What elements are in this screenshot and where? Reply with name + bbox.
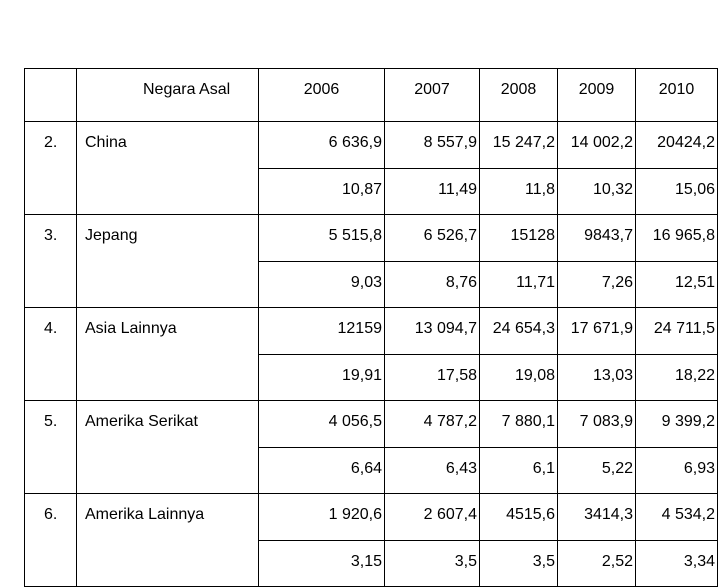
row-number: 3. bbox=[25, 215, 77, 262]
header-year: 2009 bbox=[558, 69, 636, 122]
value-cell: 24 654,3 bbox=[480, 308, 558, 355]
row-number-spacer bbox=[25, 261, 77, 308]
header-year: 2007 bbox=[385, 69, 480, 122]
value-cell: 13 094,7 bbox=[385, 308, 480, 355]
value-cell: 7 880,1 bbox=[480, 401, 558, 448]
table-row bbox=[25, 122, 718, 169]
header-year: 2006 bbox=[259, 69, 385, 122]
share-cell: 5,22 bbox=[558, 447, 636, 494]
share-cell: 11,49 bbox=[385, 168, 480, 215]
header-no bbox=[25, 69, 77, 122]
value-cell: 5 515,8 bbox=[259, 215, 385, 262]
table-row-share bbox=[25, 261, 718, 308]
country-spacer bbox=[77, 261, 259, 308]
table-row bbox=[25, 215, 718, 262]
value-cell: 9843,7 bbox=[558, 215, 636, 262]
share-cell: 17,58 bbox=[385, 354, 480, 401]
trade-table bbox=[24, 68, 718, 587]
share-cell: 10,32 bbox=[558, 168, 636, 215]
header-year: 2008 bbox=[480, 69, 558, 122]
country-name: Jepang bbox=[77, 215, 259, 262]
share-cell: 3,5 bbox=[385, 540, 480, 587]
table-row-share bbox=[25, 168, 718, 215]
table-row-share bbox=[25, 540, 718, 587]
value-cell: 4 056,5 bbox=[259, 401, 385, 448]
share-cell: 6,93 bbox=[636, 447, 718, 494]
row-number: 6. bbox=[25, 494, 77, 541]
value-cell: 17 671,9 bbox=[558, 308, 636, 355]
country-spacer bbox=[77, 168, 259, 215]
header-row bbox=[25, 69, 718, 122]
share-cell: 11,8 bbox=[480, 168, 558, 215]
value-cell: 16 965,8 bbox=[636, 215, 718, 262]
value-cell: 24 711,5 bbox=[636, 308, 718, 355]
value-cell: 3414,3 bbox=[558, 494, 636, 541]
share-cell: 6,64 bbox=[259, 447, 385, 494]
header-country: Negara Asal bbox=[77, 69, 259, 122]
value-cell: 7 083,9 bbox=[558, 401, 636, 448]
country-name: Amerika Lainnya bbox=[77, 494, 259, 541]
share-cell: 7,26 bbox=[558, 261, 636, 308]
share-cell: 15,06 bbox=[636, 168, 718, 215]
value-cell: 4 534,2 bbox=[636, 494, 718, 541]
table-row bbox=[25, 308, 718, 355]
value-cell: 4 787,2 bbox=[385, 401, 480, 448]
share-cell: 12,51 bbox=[636, 261, 718, 308]
value-cell: 6 636,9 bbox=[259, 122, 385, 169]
country-spacer bbox=[77, 354, 259, 401]
value-cell: 9 399,2 bbox=[636, 401, 718, 448]
table-row bbox=[25, 401, 718, 448]
share-cell: 3,15 bbox=[259, 540, 385, 587]
value-cell: 4515,6 bbox=[480, 494, 558, 541]
share-cell: 10,87 bbox=[259, 168, 385, 215]
value-cell: 15 247,2 bbox=[480, 122, 558, 169]
value-cell: 14 002,2 bbox=[558, 122, 636, 169]
share-cell: 8,76 bbox=[385, 261, 480, 308]
value-cell: 12159 bbox=[259, 308, 385, 355]
country-name: China bbox=[77, 122, 259, 169]
table-row-share bbox=[25, 354, 718, 401]
share-cell: 18,22 bbox=[636, 354, 718, 401]
share-cell: 3,34 bbox=[636, 540, 718, 587]
value-cell: 6 526,7 bbox=[385, 215, 480, 262]
country-name: Amerika Serikat bbox=[77, 401, 259, 448]
row-number-spacer bbox=[25, 168, 77, 215]
country-spacer bbox=[77, 540, 259, 587]
value-cell: 1 920,6 bbox=[259, 494, 385, 541]
country-name: Asia Lainnya bbox=[77, 308, 259, 355]
row-number-spacer bbox=[25, 354, 77, 401]
row-number: 4. bbox=[25, 308, 77, 355]
share-cell: 11,71 bbox=[480, 261, 558, 308]
row-number: 2. bbox=[25, 122, 77, 169]
table-row bbox=[25, 494, 718, 541]
share-cell: 19,91 bbox=[259, 354, 385, 401]
value-cell: 8 557,9 bbox=[385, 122, 480, 169]
share-cell: 13,03 bbox=[558, 354, 636, 401]
row-number-spacer bbox=[25, 540, 77, 587]
value-cell: 15128 bbox=[480, 215, 558, 262]
share-cell: 9,03 bbox=[259, 261, 385, 308]
share-cell: 2,52 bbox=[558, 540, 636, 587]
share-cell: 6,1 bbox=[480, 447, 558, 494]
table-row-share bbox=[25, 447, 718, 494]
value-cell: 20424,2 bbox=[636, 122, 718, 169]
row-number-spacer bbox=[25, 447, 77, 494]
value-cell: 2 607,4 bbox=[385, 494, 480, 541]
header-year: 2010 bbox=[636, 69, 718, 122]
row-number: 5. bbox=[25, 401, 77, 448]
share-cell: 19,08 bbox=[480, 354, 558, 401]
share-cell: 3,5 bbox=[480, 540, 558, 587]
share-cell: 6,43 bbox=[385, 447, 480, 494]
country-spacer bbox=[77, 447, 259, 494]
